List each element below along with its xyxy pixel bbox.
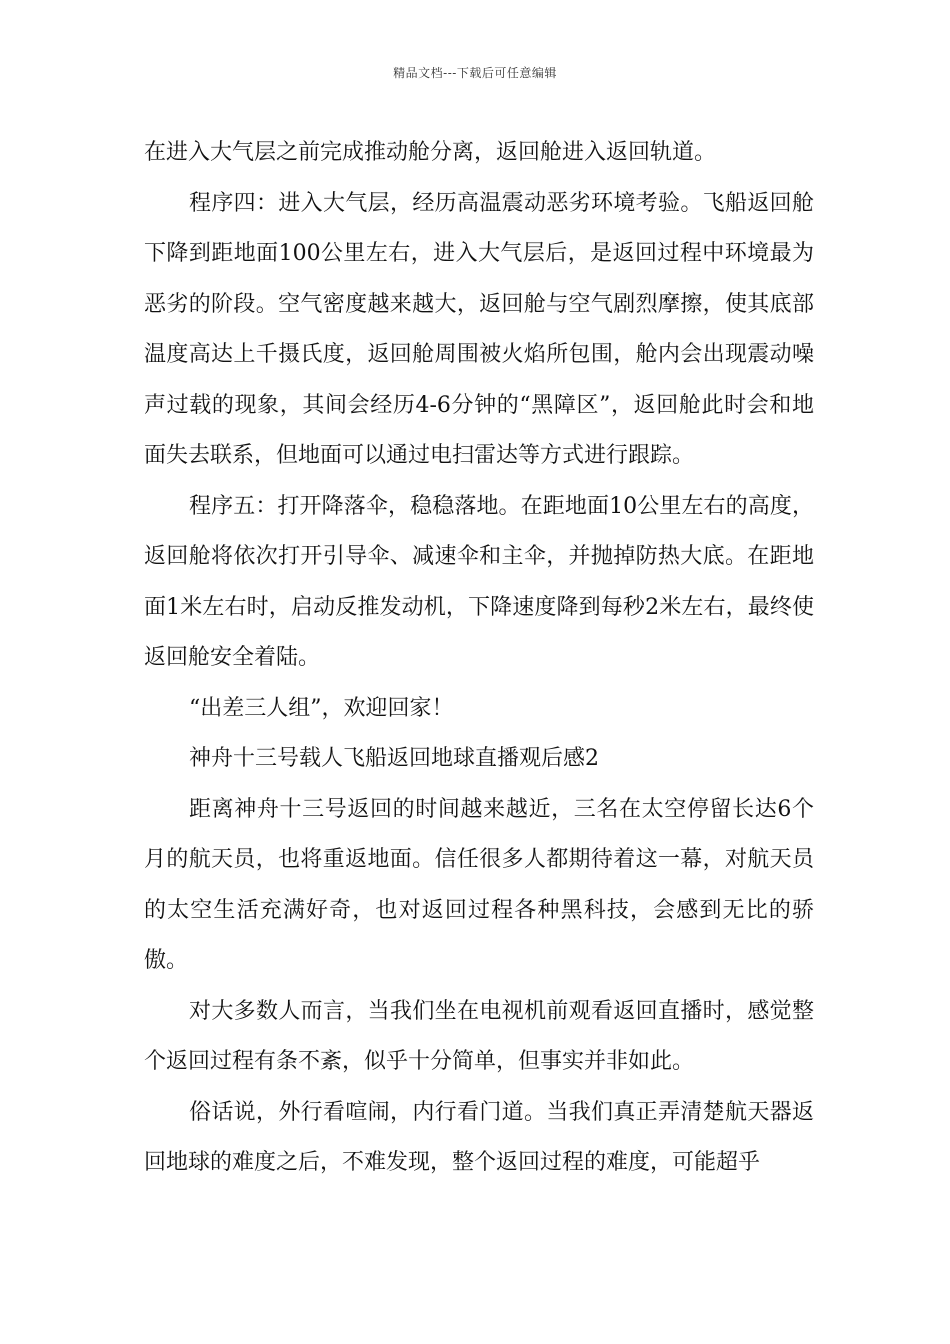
paragraph: 距离神舟十三号返回的时间越来越近，三名在太空停留长达6个月的航天员，也将重返地面。信任很多人都期待着这一幕，对航天员的太空生活充满好奇，也对返回过程各种黑科技，会感到无比的骄傲。 (144, 796, 814, 973)
paragraph: 程序五：打开降落伞，稳稳落地。在距地面10公里左右的高度，返回舱将依次打开引导伞、减速伞和主伞，并抛掉防热大底。在距地面1米左右时，启动反推发动机，下降速度降到每秒2米左右，最终使返回舱安全着陆。 (144, 493, 814, 670)
document-body (144, 128, 814, 1189)
paragraph: 程序四：进入大气层，经历高温震动恶劣环境考验。飞船返回舱下降到距地面100公里左右，进入大气层后，是返回过程中环境最为恶劣的阶段。空气密度越来越大，返回舱与空气剧烈摩擦，使其底部温度高达上千摄氏度，返回舱周围被火焰所包围，舱内会出现震动噪声过载的现象，其间会经历4-6分钟的“黑障区”，返回舱此时会和地面失去联系，但地面可以通过电扫雷达等方式进行跟踪。 (144, 190, 814, 468)
paragraph: “出差三人组”，欢迎回家！ (189, 695, 454, 721)
page-header: 精品文档---下载后可任意编辑 (393, 66, 557, 80)
paragraph: 在进入大气层之前完成推动舱分离，返回舱进入返回轨道。 (144, 140, 717, 165)
paragraph: 俗话说，外行看喧闹，内行看门道。当我们真正弄清楚航天器返回地球的难度之后，不难发现，整个返回过程的难度，可能超乎 (144, 1099, 814, 1175)
paragraph: 对大多数人而言，当我们坐在电视机前观看返回直播时，感觉整个返回过程有条不紊，似乎十分简单，但事实并非如此。 (144, 998, 814, 1074)
paragraph: 神舟十三号载人飞船返回地球直播观后感2 (189, 746, 599, 771)
